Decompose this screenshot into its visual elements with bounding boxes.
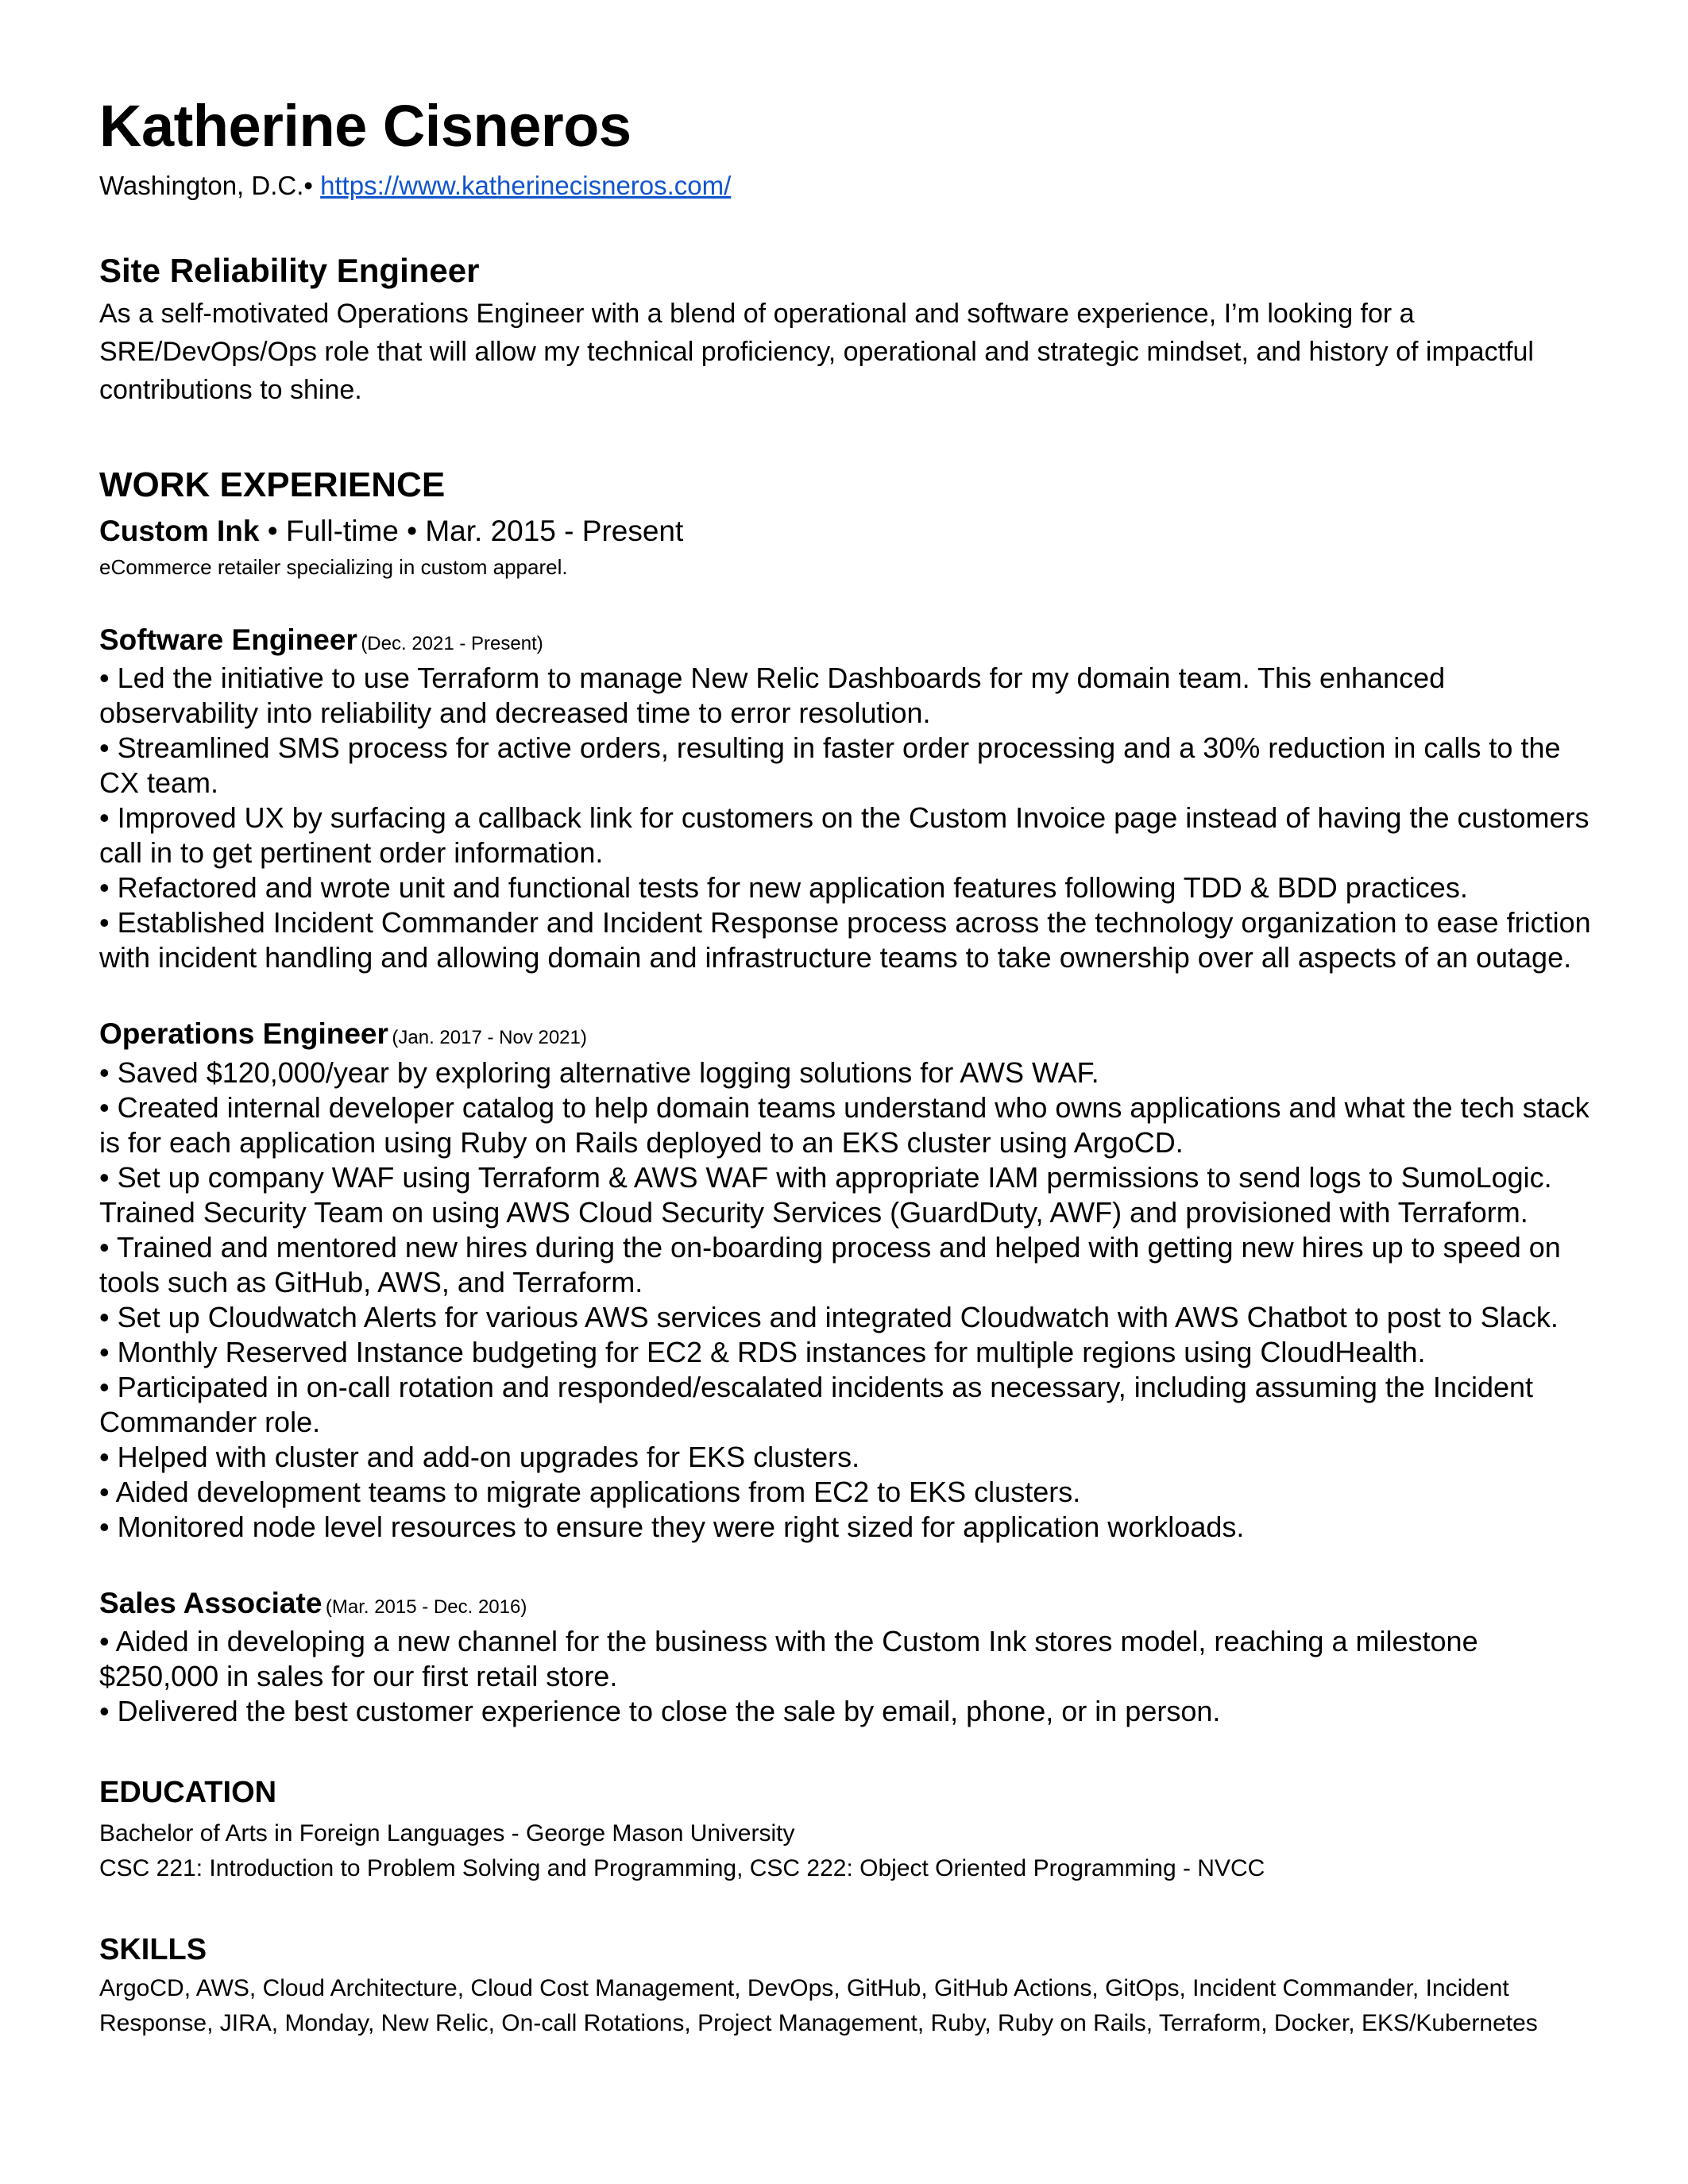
bullet-item: • Saved $120,000/year by exploring alternative logging solutions for AWS WAF. [99,1055,1593,1090]
bullet-item: • Set up company WAF using Terraform & AWS WAF with appropriate IAM permissions to send logs to SumoLogic. Trained Security Team on using AWS Cloud Security Services (GuardDuty, AWF) and provisioned with Terraform. [99,1160,1593,1230]
bullet-item: • Helped with cluster and add-on upgrades for EKS clusters. [99,1440,1593,1475]
bullet-item: • Streamlined SMS process for active orders, resulting in faster order processing and a 30% reduction in calls to the CX team. [99,731,1593,801]
role-bullets [99,1624,1593,1729]
role-title: Software Engineer [99,623,357,656]
education-heading: EDUCATION [99,1776,277,1810]
bullet-item: • Refactored and wrote unit and functional tests for new application features following TDD & BDD practices. [99,870,1593,905]
education-list [99,1816,1593,1886]
company-meta: • Full-time • Mar. 2015 - Present [259,515,684,548]
education-item: CSC 221: Introduction to Problem Solving and Programming, CSC 222: Object Oriented Programming - NVCC [99,1854,1265,1881]
bullet-item: • Participated in on-call rotation and responded/escalated incidents as necessary, including assuming the Incident Commander role. [99,1370,1593,1440]
work-experience-heading: WORK EXPERIENCE [99,465,446,504]
resume-page [99,94,1593,2041]
contact-line [99,169,1593,203]
bullet-item: • Monitored node level resources to ensure they were right sized for application workloads. [99,1510,1593,1545]
role-sales-associate [99,1586,1593,1729]
bullet-item: • Aided in developing a new channel for the business with the Custom Ink stores model, reaching a milestone $250,000 in sales for our first retail store. [99,1624,1593,1694]
bullet-item: • Aided development teams to migrate applications from EC2 to EKS clusters. [99,1475,1593,1510]
bullet-item: • Established Incident Commander and Incident Response process across the technology organization to ease friction with incident handling and allowing domain and infrastructure teams to take ownership over all aspects of an outage. [99,905,1593,975]
skills-list: ArgoCD, AWS, Cloud Architecture, Cloud Cost Management, DevOps, GitHub, GitHub Actions, GitOps, Incident Commander, Incident Response, JIRA, Monday, New Relic, On-call Rotations, Project Management, Ruby, Ruby on Rails, Terraform, Docker, EKS/Kubernetes [99,1975,1538,2037]
company-line [99,512,1593,550]
role-title: Sales Associate [99,1586,323,1619]
role-dates: (Dec. 2021 - Present) [361,632,543,654]
role-dates: (Mar. 2015 - Dec. 2016) [325,1596,527,1618]
profile-title: Site Reliability Engineer [99,252,480,290]
role-dates: (Jan. 2017 - Nov 2021) [392,1027,587,1049]
bullet-item: • Trained and mentored new hires during the on-boarding process and helped with getting new hires up to speed on tools such as GitHub, AWS, and Terraform. [99,1230,1593,1300]
skills-heading: SKILLS [99,1932,207,1966]
bullet-item: • Set up Cloudwatch Alerts for various AWS services and integrated Cloudwatch with AWS Chatbot to post to Slack. [99,1300,1593,1335]
profile-summary: As a self-motivated Operations Engineer with a blend of operational and software experience, I’m looking for a SRE/DevOps/Ops role that will allow my technical proficiency, operational and strategic mindset, and history of impactful contributions to shine. [99,298,1534,405]
role-software-engineer [99,623,1593,975]
bullet-item: • Led the initiative to use Terraform to manage New Relic Dashboards for my domain team. This enhanced observability into reliability and decreased time to error resolution. [99,661,1593,731]
bullet-item: • Monthly Reserved Instance budgeting for EC2 & RDS instances for multiple regions using CloudHealth. [99,1335,1593,1370]
candidate-name: Katherine Cisneros [99,93,632,159]
role-bullets [99,661,1593,975]
role-bullets [99,1055,1593,1545]
role-title: Operations Engineer [99,1017,388,1051]
company-description: eCommerce retailer specializing in custom apparel. [99,554,568,579]
role-operations-engineer [99,1017,1593,1544]
website-link[interactable]: https://www.katherinecisneros.com/ [320,171,732,201]
company-name: Custom Ink [99,515,260,548]
location: Washington, D.C.• [99,171,313,201]
bullet-item: • Delivered the best customer experience to close the sale by email, phone, or in person. [99,1694,1593,1729]
bullet-item: • Created internal developer catalog to help domain teams understand who owns applications and what the tech stack is for each application using Ruby on Rails deployed to an EKS cluster using ArgoCD. [99,1090,1593,1160]
bullet-item: • Improved UX by surfacing a callback link for customers on the Custom Invoice page instead of having the customers call in to get pertinent order information. [99,801,1593,870]
education-item: Bachelor of Arts in Foreign Languages - George Mason University [99,1819,795,1846]
